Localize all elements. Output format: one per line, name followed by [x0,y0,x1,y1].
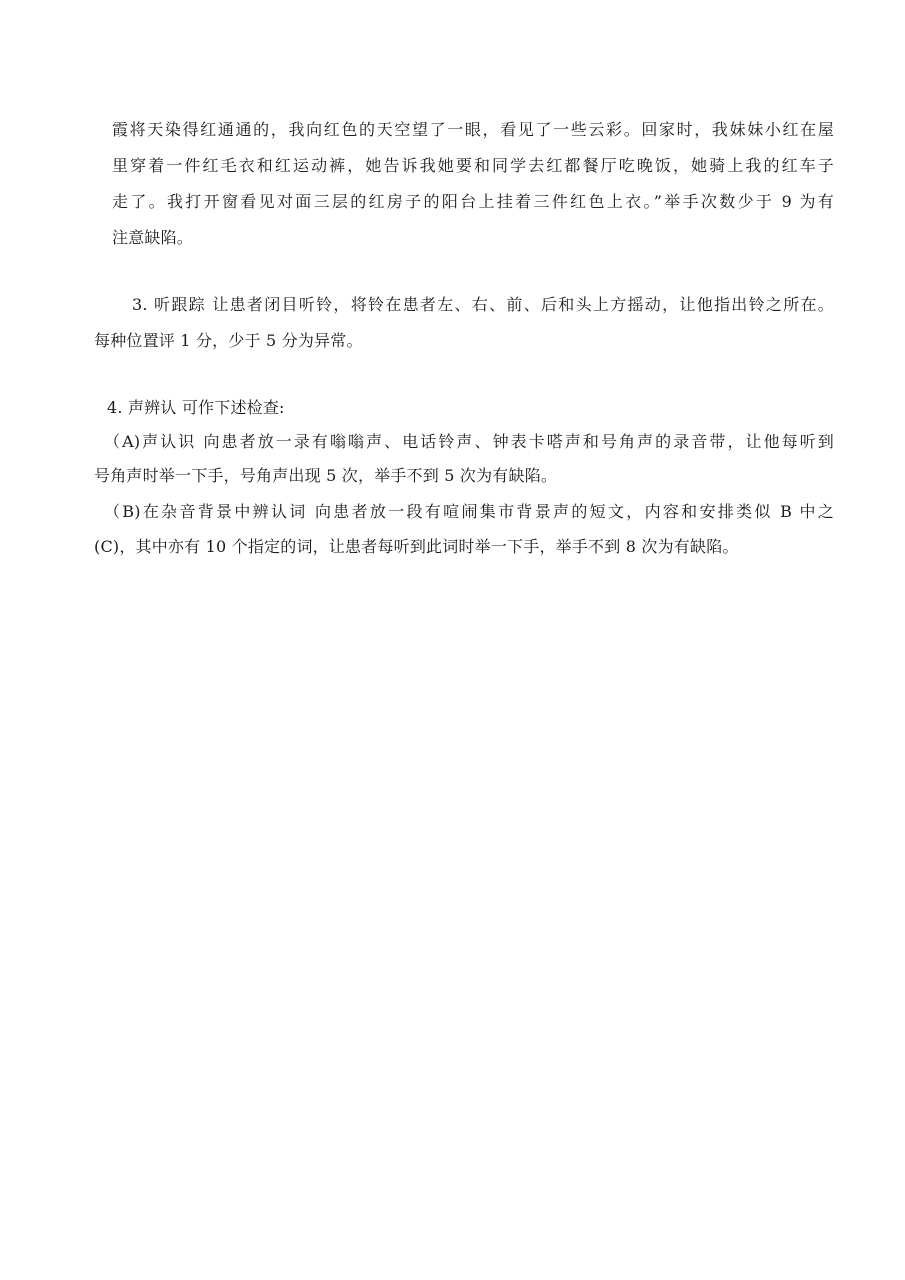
para1-line-1: 霞将天染得红通通的，我向红色的天空望了一眼，看见了一些云彩。回家时，我妹妹小红在屋 [112,120,834,139]
para1-line-3: 走了。我打开窗看见对面三层的红房子的阳台上挂着三件红色上衣。”举手次数少于 9 为有 [112,192,834,211]
para3-b-line-1: （B)在杂音背景中辨认词 向患者放一段有喧闹集市背景声的短文，内容和安排类似 B 中之 [104,502,834,521]
para3-b-line-2: (C)，其中亦有 10 个指定的词，让患者每听到此词时举一下手，举手不到 8 次为有缺陷。 [94,537,739,556]
para3-heading: 4. 声辨认 可作下述检查: [107,398,285,417]
para2-line-2: 每种位置评 1 分，少于 5 分为异常。 [94,331,363,350]
para3-a-line-1: （A)声认识 向患者放一录有嗡嗡声、电话铃声、钟表卡嗒声和号角声的录音带，让他每听到 [104,432,834,451]
para3-a-line-2: 号角声时举一下手，号角声出现 5 次，举手不到 5 次为有缺陷。 [94,466,558,485]
para1-line-2: 里穿着一件红毛衣和红运动裤，她告诉我她要和同学去红都餐厅吃晚饭，她骑上我的红车子 [112,156,834,175]
para2-line-1: 3. 听跟踪 让患者闭目听铃，将铃在患者左、右、前、后和头上方摇动，让他指出铃之所在。 [132,295,834,314]
para1-line-4: 注意缺陷。 [112,228,194,247]
